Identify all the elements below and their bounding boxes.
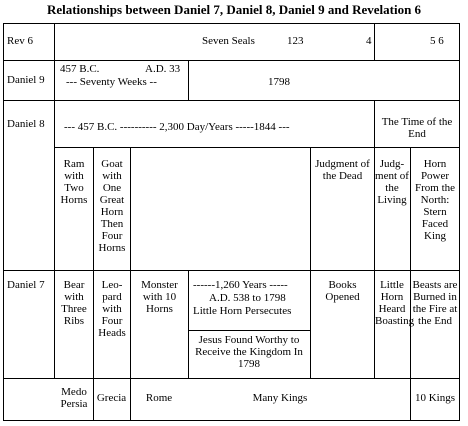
bear-cell: Bear with Three Ribs — [61, 279, 87, 327]
col-divider-ram — [93, 147, 94, 421]
books-opened-cell: Books Opened — [325, 279, 360, 303]
col-divider-goat — [130, 147, 131, 421]
day-years-span: --- 457 B.C. ---------- 2,300 Day/Years -----1844 --- — [64, 121, 290, 133]
medo-persia-cell: Medo Persia — [60, 386, 88, 410]
seventy-weeks-label: --- Seventy Weeks -- — [66, 76, 157, 88]
row-label-dan9: Daniel 9 — [7, 74, 45, 86]
beasts-burned-cell: Beasts are Burned in the Fire at the End — [412, 279, 458, 327]
row-divider-jesus — [188, 330, 310, 331]
col-divider-judgment — [310, 147, 311, 378]
row-label-dan8: Daniel 8 — [7, 118, 45, 130]
grecia-cell: Grecia — [96, 392, 127, 404]
dan9-ad33: A.D. 33 — [145, 63, 181, 75]
judgment-dead-cell: Judgment of the Dead — [315, 158, 370, 182]
seal-4: 4 — [366, 35, 372, 47]
rev6-seal4-marker — [374, 23, 375, 60]
ten-kings-cell: 10 Kings — [414, 392, 456, 404]
row-divider-dan7 — [3, 378, 460, 379]
page-title: Relationships between Daniel 7, Daniel 8, Daniel 9 and Revelation 6 — [46, 2, 422, 17]
time-of-the-end: The Time of the End — [381, 116, 453, 140]
dan9-divider — [188, 60, 189, 100]
little-horn-boasting-cell: Little Horn Heard Boasting — [375, 279, 415, 327]
row-divider-dan8-right — [374, 147, 460, 148]
years-1260: ------1,260 Years ----- — [193, 279, 288, 291]
row-divider-dan8 — [3, 270, 460, 271]
little-horn-persecutes: Little Horn Persecutes — [193, 305, 292, 317]
col-divider-end-time — [374, 100, 375, 378]
jesus-found-worthy-cell: Jesus Found Worthy to Receive the Kingdom In 1798 — [195, 334, 303, 370]
col-divider-monster — [188, 270, 189, 378]
rome-cell: Rome — [145, 392, 173, 404]
seals-5-6: 5 6 — [430, 35, 444, 47]
row-divider-dan9 — [3, 100, 460, 101]
judgment-living-cell: Judg-ment of the Living — [375, 158, 409, 206]
row-label-dan7: Daniel 7 — [7, 279, 45, 291]
seven-seals-label: Seven Seals — [202, 35, 255, 47]
many-kings-cell: Many Kings — [252, 392, 308, 404]
horn-power-cell: Horn Power From the North: Stern Faced King — [414, 158, 456, 242]
seals-1-2-3: 123 — [287, 35, 304, 47]
goat-cell: Goat with One Great Horn Then Four Horns — [98, 158, 126, 254]
dan9-1798: 1798 — [268, 76, 290, 88]
row-divider-dan8-top — [54, 147, 374, 148]
row-divider-rev6 — [3, 60, 460, 61]
ram-cell: Ram with Two Horns — [60, 158, 88, 206]
ad538-to-1798: A.D. 538 to 1798 — [209, 292, 286, 304]
label-column-divider — [54, 23, 55, 378]
dan9-457bc: 457 B.C. — [60, 63, 100, 75]
row-label-rev6: Rev 6 — [7, 35, 33, 47]
monster-cell: Monster with 10 Horns — [141, 279, 178, 315]
leopard-cell: Leo-pard with Four Heads — [98, 279, 126, 339]
